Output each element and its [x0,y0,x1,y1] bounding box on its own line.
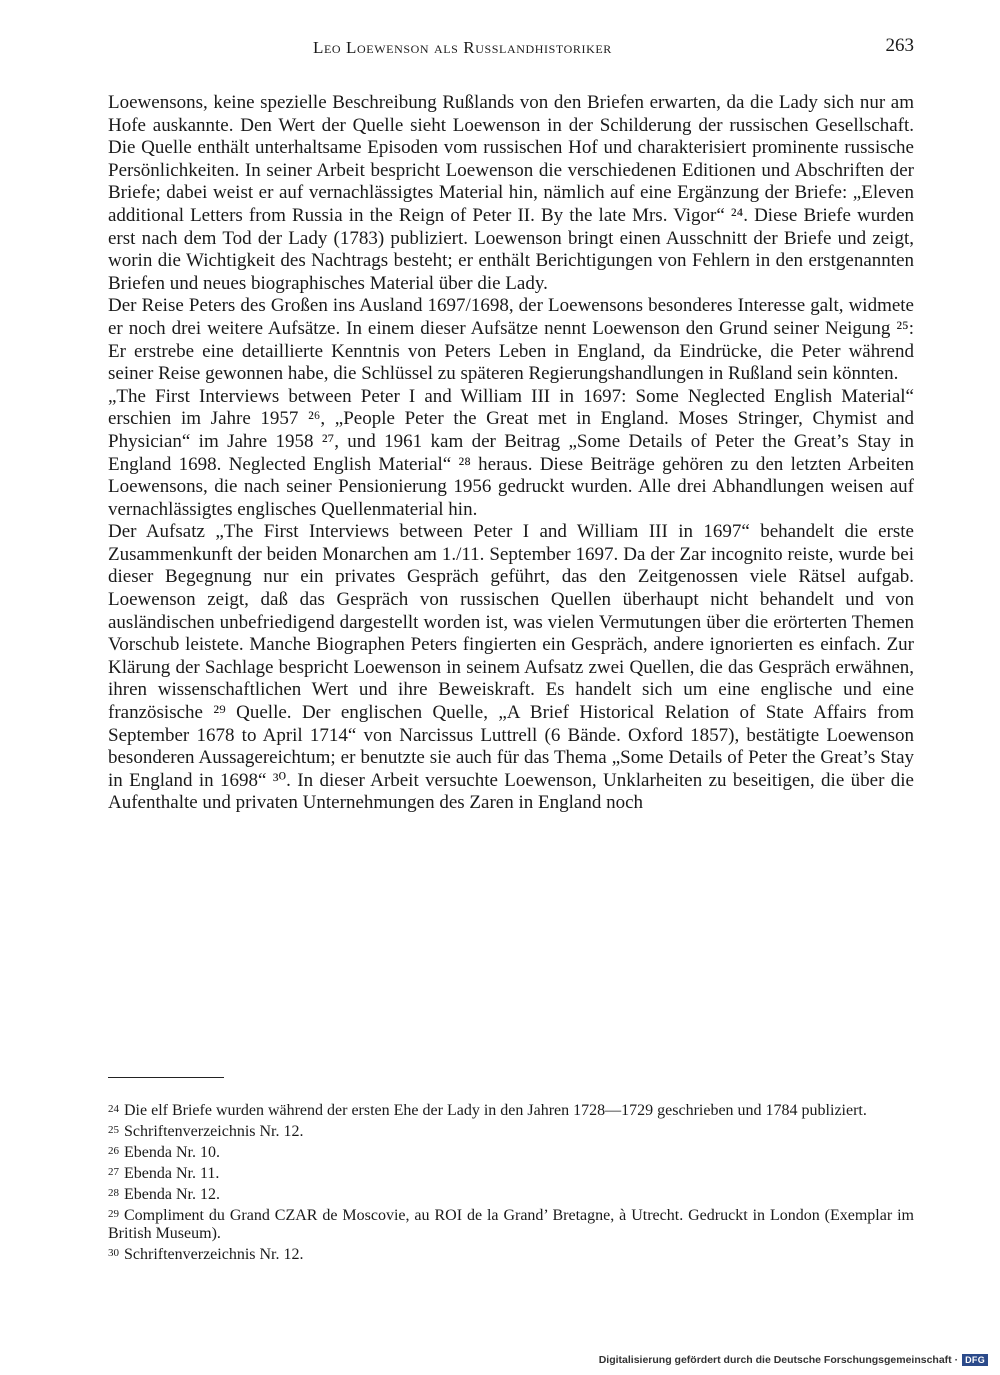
running-head [108,35,914,66]
footnote-number: 24 [108,1103,119,1115]
paragraph: Der Reise Peters des Großen ins Ausland 1697/1698, der Loewensons besonderes Interesse galt, widmete er noch drei weitere Aufsätze. In einem dieser Aufsätze nennt Loewenson den Grund seiner Neigung ²⁵: Er erstrebe eine detaillierte Kenntnis von Peters Leben in England, da Eindrücke, die Peter während seiner Reise gewonnen habe, die Schlüssel zu späteren Regierungshandlungen in Rußland sein könnten. [108,295,914,385]
footnote [108,1184,914,1205]
footnote-text: Ebenda Nr. 11. [124,1164,220,1182]
footnote-text: Ebenda Nr. 10. [124,1143,220,1161]
credit-text: Digitalisierung gefördert durch die Deutsche Forschungsgemeinschaft · [598,1354,959,1366]
footnote-number: 26 [108,1144,119,1157]
footnote [108,1163,914,1184]
footnote-text: Ebenda Nr. 12. [124,1185,220,1203]
footnote [108,1244,914,1265]
footnote-text: Compliment du Grand CZAR de Moscovie, au ROI de la Grand’ Bretagne, à Utrecht. Gedruckt in London (Exemplar im British Museum). [108,1206,914,1243]
footnote-divider [108,1077,224,1078]
paragraph: Der Aufsatz „The First Interviews between Peter I and William III in 1697“ behandelt die erste Zusammenkunft der beiden Monarchen am 1./11. September 1697. Da der Zar incognito reiste, wurde bei dieser Begegnung nur ein privates Gespräch geführt, das den Zeitgenossen viele Rätsel aufgab. Loewenson zeigt, daß das Gespräch von russischen Quellen überhaupt nicht behandelt und von ausländischen unbefriedigend dargestellt worden ist, was vielen Vermutungen über die erörterten Themen Vorschub leistete. Manche Biographen Peters fingierten ein Gespräch, andere ignorierten es einfach. Zur Klärung der Sachlage bespricht Loewenson in seinem Aufsatz zwei Quellen, die das Gespräch erwähnen, ihren wissenschaftlichen Wert und ihre Beweiskraft. Es handelt sich um eine englische und eine französische ²⁹ Quelle. Der englischen Quelle, „A Brief Historical Relation of State Affairs from September 1678 to April 1714“ von Narcissus Luttrell (6 Bände. Oxford 1857), bestätigte Loewenson besonderen Aussagereichtum; er benutzte sie auch für das Thema „Some Details of Peter the Great’s Stay in England in 1698“ ³⁰. In dieser Arbeit versuchte Loewenson, Unklarheiten zu beseitigen, die über die Aufenthalte und privaten Unternehmungen des Zaren in England noch [108,521,914,814]
footnote-text: Schriftenverzeichnis Nr. 12. [124,1122,304,1140]
footnote-number: 30 [108,1247,119,1260]
digitization-credit [599,1354,988,1366]
footnote [108,1205,914,1245]
footnote [108,1100,914,1121]
footnote [108,1121,914,1142]
paragraph: Loewensons, keine spezielle Beschreibung Rußlands von den Briefen erwarten, da die Lady sich nur am Hofe auskannte. Den Wert der Quelle sieht Loewenson in der Schilderung der russischen Gesellschaft. Die Quelle enthält unterhaltsame Episoden vom russischen Hof und charakterisiert prominente russische Persönlichkeiten. In seiner Arbeit bespricht Loewenson die verschiedenen Editionen und Abschriften der Briefe; dabei weist er auf vernachlässigtes Material hin, nämlich auf eine Ergänzung der Briefe: „Eleven additional Letters from Russia in the Reign of Peter II. By the late Mrs. Vigor“ ²⁴. Diese Briefe wurden erst nach dem Tod der Lady (1783) publiziert. Loewenson bringt einen Ausschnitt der Briefe und zeigt, worin die Wichtigkeit des Nachtrags besteht; er enthält Berichtigungen von Fehlern in den erstgenannten Briefen und neues biographisches Material über die Lady. [108,92,914,294]
footnote-number: 25 [108,1123,119,1136]
footnote [108,1142,914,1163]
footnote-number: 27 [108,1165,119,1178]
footnote-number: 28 [108,1186,119,1199]
body-text [108,92,914,815]
footnote-number: 29 [108,1207,119,1220]
page-number: 263 [885,35,914,56]
dfg-logo-icon: DFG [962,1354,988,1366]
footnote-text: Die elf Briefe wurden während der ersten Ehe der Lady in den Jahren 1728—1729 geschrieben und 1784 publiziert. [124,1102,867,1119]
footnote-text: Schriftenverzeichnis Nr. 12. [124,1246,304,1264]
running-title: Leo Loewenson als Russlandhistoriker [313,38,612,57]
footnotes [108,1100,914,1265]
paragraph: „The First Interviews between Peter I and William III in 1697: Some Neglected English Material“ erschien im Jahre 1957 ²⁶, „People Peter the Great met in England. Moses Stringer, Chymist and Physician“ im Jahre 1958 ²⁷, und 1961 kam der Beitrag „Some Details of Peter the Great’s Stay in England 1698. Neglected English Material“ ²⁸ heraus. Diese Beiträge gehören zu den letzten Arbeiten Loewensons, die nach seiner Pensionierung 1956 gedruckt wurden. Alle drei Abhandlungen weisen auf vernachlässigtes englisches Quellenmaterial hin. [108,385,914,520]
